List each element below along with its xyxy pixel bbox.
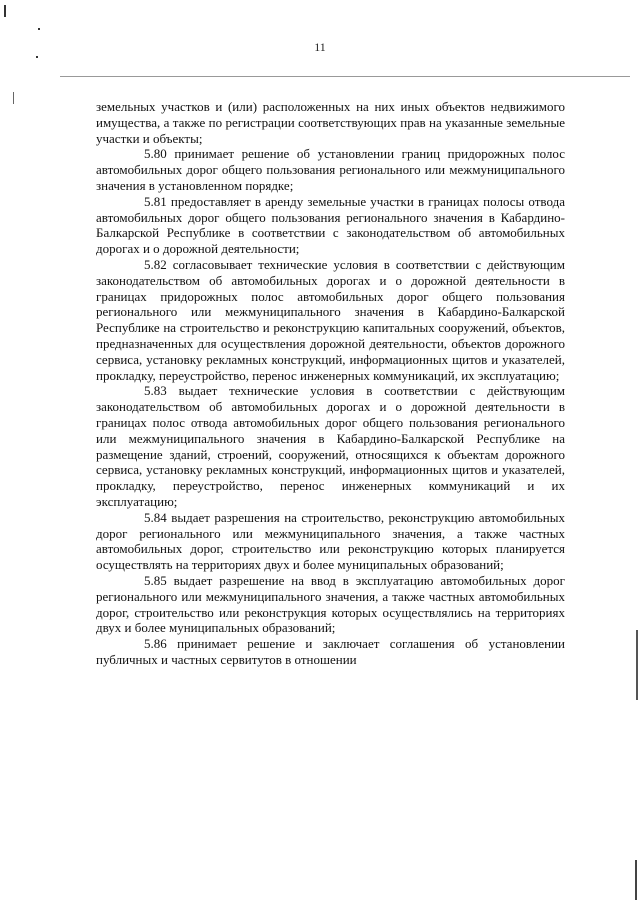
paragraph-5-81: 5.81 предоставляет в аренду земельные участки в границах полосы отвода автомобильных дорог общего пользования регионального значения в Кабардино-Балкарской Республике в соответствии с законодательством об автомобильных дорогах и о дорожной деятельности;	[96, 193, 565, 257]
paragraph-5-82: 5.82 согласовывает технические условия в соответствии с действующим законодательством об автомобильных дорогах и о дорожной деятельности в границах придорожных полос автомобильных дорог общего пользования регионального или межмуниципального значения в Кабардино-Балкарской Республике на строительство и реконструкцию капитальных сооружений, объектов, предназначенных для осуществления дорожной деятельности, объектов дорожного сервиса, установку рекламных конструкций, информационных щитов и указателей, прокладку, переустройство, перенос инженерных коммуникаций, их эксплуатацию;	[96, 256, 565, 383]
scan-artifact	[636, 630, 638, 700]
page-number: 11	[314, 40, 326, 54]
paragraph-5-80: 5.80 принимает решение об установлении границ придорожных полос автомобильных дорог общего пользования регионального или межмуниципального значения в установленном порядке;	[96, 146, 565, 193]
paragraph-continuation: земельных участков и (или) расположенных на них иных объектов недвижимого имущества, а также по регистрации соответствующих прав на указанные земельные участки и объекты;	[96, 99, 565, 146]
scan-artifact	[13, 92, 14, 104]
paragraph-5-83: 5.83 выдает технические условия в соответствии с действующим законодательством об автомобильных дорогах и о дорожной деятельности в границах полос отвода автомобильных дорог общего пользования регионального или межмуниципального значения в Кабардино-Балкарской Республике на размещение зданий, строений, сооружений, относящихся к объектам дорожного сервиса, установку рекламных конструкций, информационных щитов и указателей, прокладку, переустройство, перенос инженерных коммуникаций и их эксплуатацию;	[96, 383, 565, 509]
scan-artifact	[4, 5, 6, 17]
paragraph-5-84: 5.84 выдает разрешения на строительство, реконструкцию автомобильных дорог регионального или межмуниципального значения, а также частных автомобильных дорог, строительство или реконструкцию которых планируется осуществлять на территориях двух и более муниципальных образований;	[96, 509, 565, 573]
scan-artifact	[635, 860, 637, 900]
paragraph-5-85: 5.85 выдает разрешение на ввод в эксплуатацию автомобильных дорог регионального или межмуниципального значения, а также частных автомобильных дорог, строительство или реконструкция которых осуществлялись на территориях двух и более муниципальных образований;	[96, 572, 565, 636]
paragraph-5-86: 5.86 принимает решение и заключает соглашения об установлении публичных и частных сервитутов в отношении	[96, 636, 565, 667]
scan-artifact	[38, 28, 40, 30]
document-body	[96, 99, 565, 668]
scan-artifact	[36, 56, 38, 58]
header-divider	[60, 76, 630, 77]
